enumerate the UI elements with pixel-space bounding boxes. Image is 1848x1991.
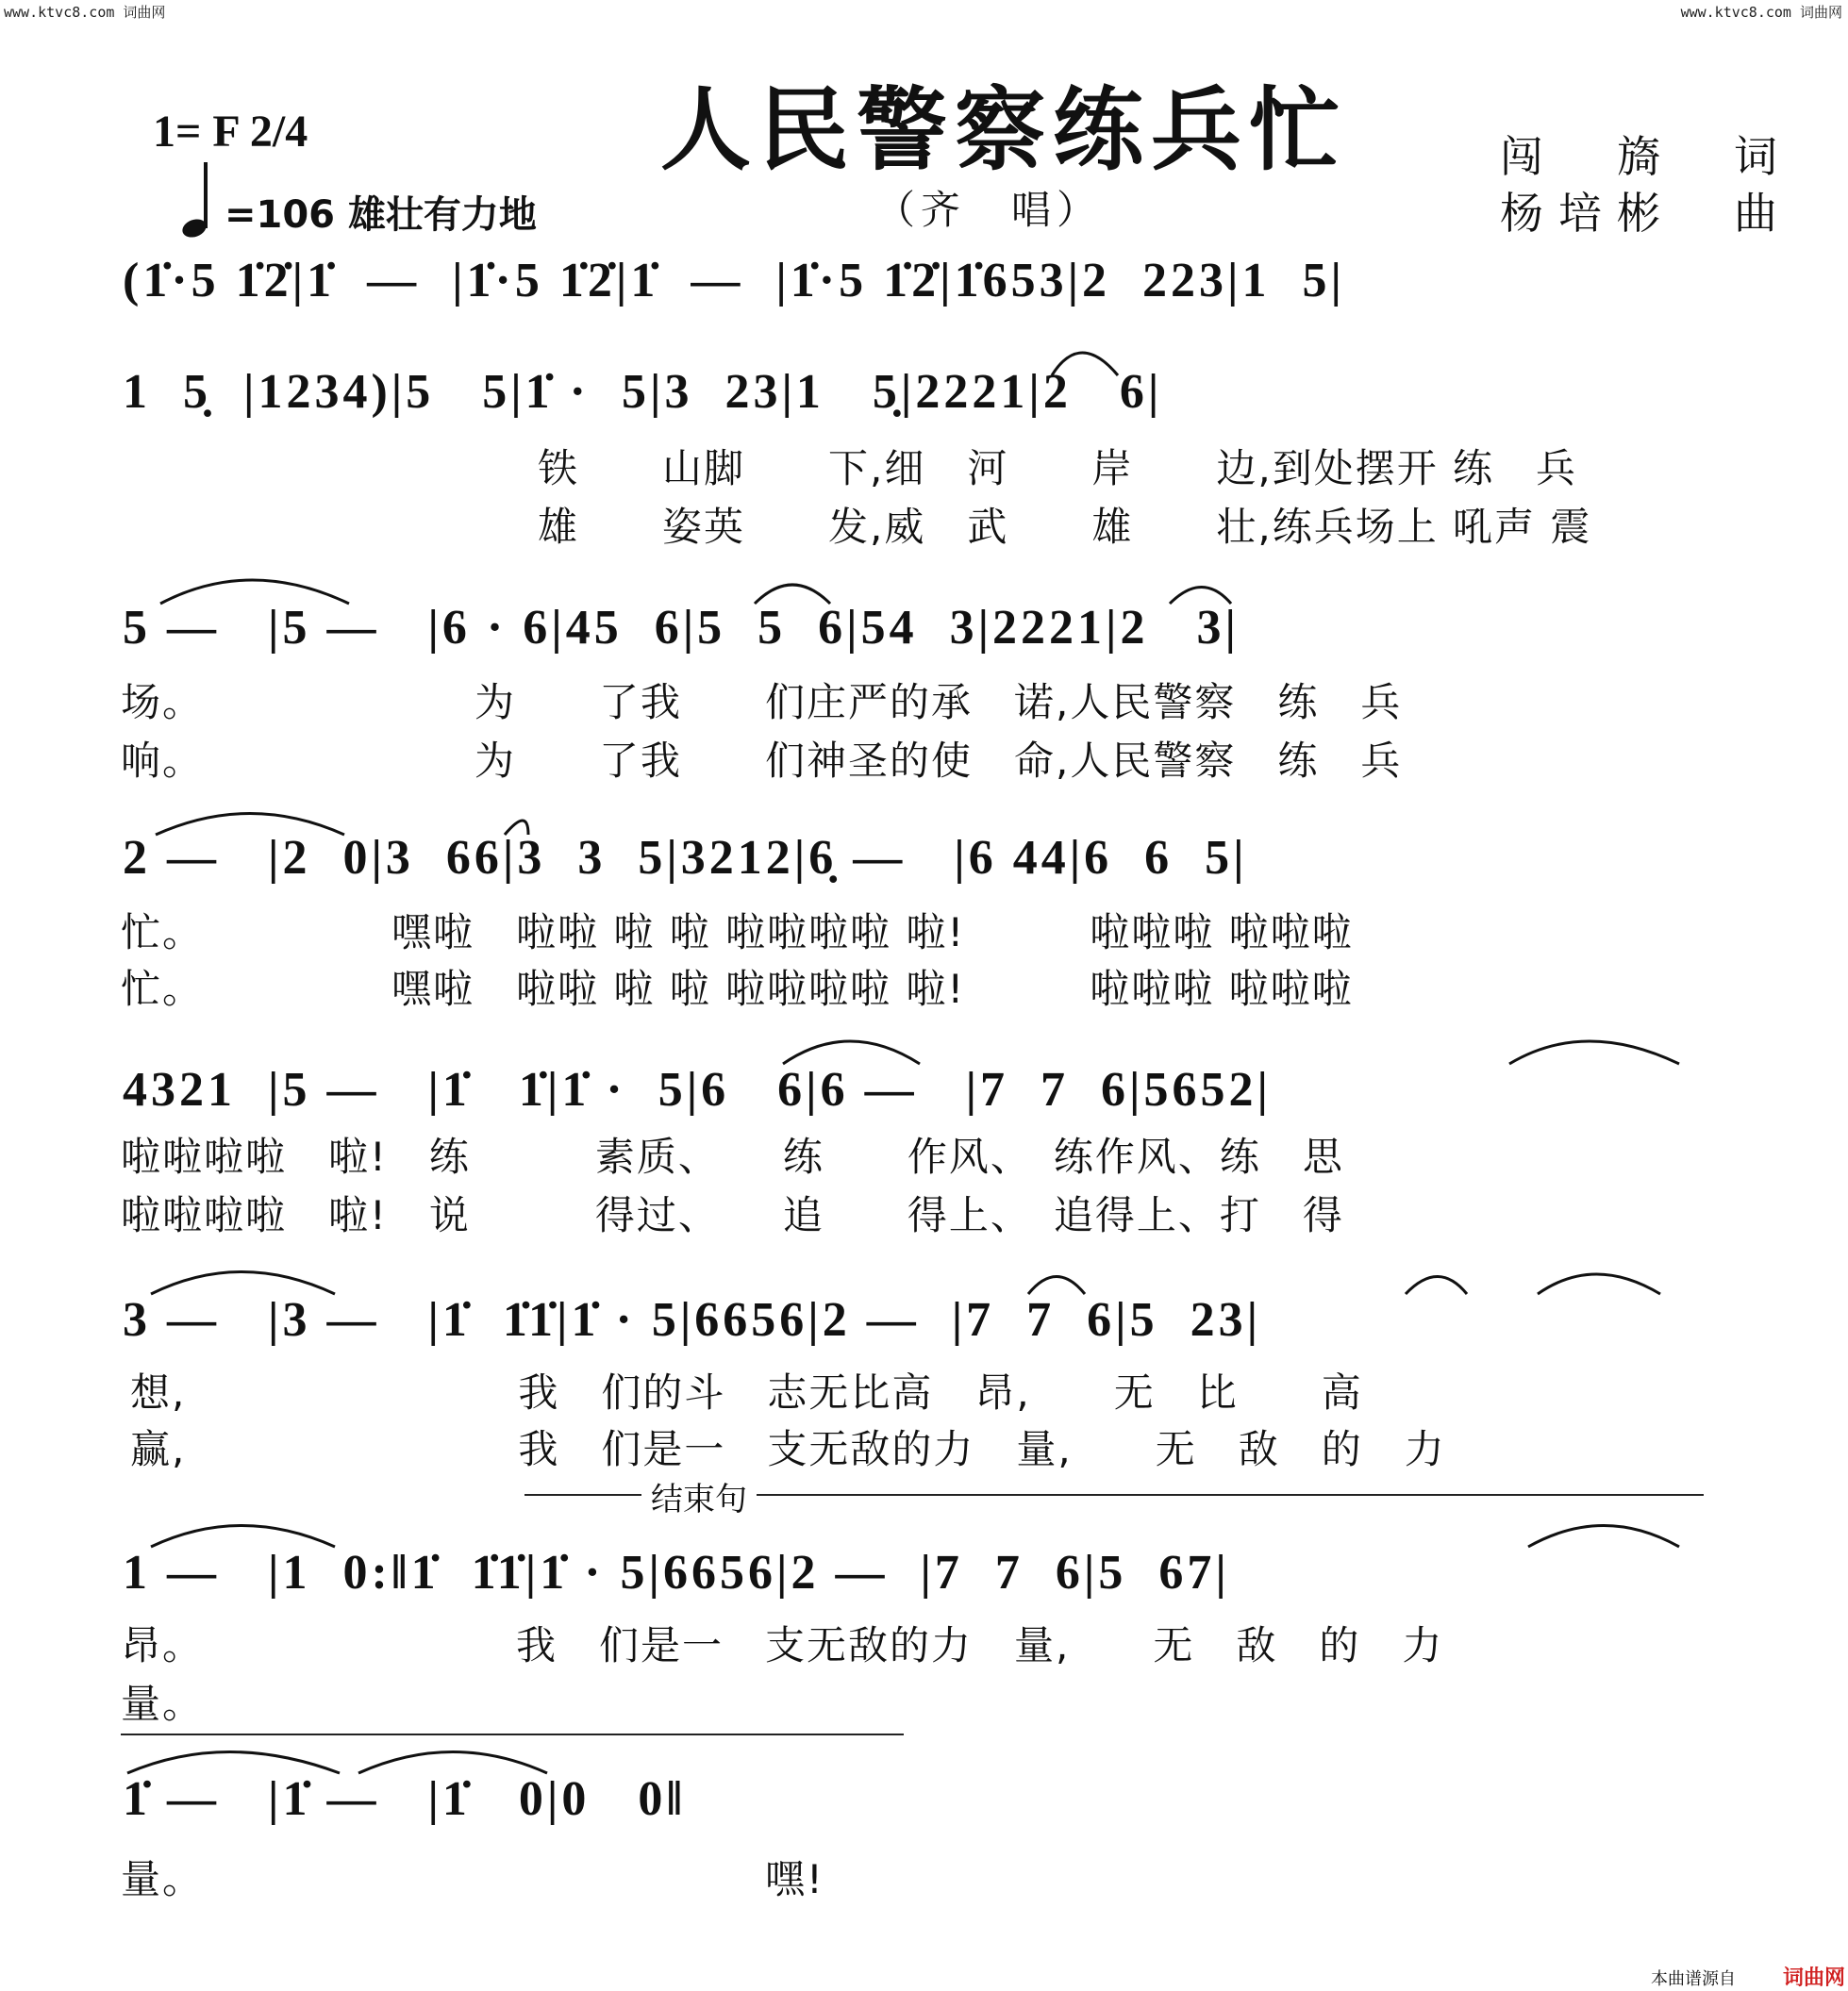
slur-2 (160, 580, 349, 604)
slur-12 (1538, 1274, 1660, 1294)
score-row-8-notes: 1̇ — |1̇ — |1̇ 0|0 0‖ (123, 1772, 687, 1826)
slur-1 (1052, 353, 1118, 375)
score-row-3-lyric-2: 响。 为 了我 们神圣的使 命,人民警察 练 兵 (121, 738, 1403, 784)
score-row-4-lyric-2: 忙。 嘿啦 啦啦 啦 啦 啦啦啦啦 啦! 啦啦啦 啦啦啦 (121, 966, 1354, 1012)
slur-14 (1528, 1526, 1679, 1548)
slur-15 (127, 1752, 340, 1774)
score-row-6-lyric-1: 想, 我 们的斗 志无比高 昂, 无 比 高 (130, 1369, 1363, 1416)
score-row-6-lyric-2: 赢, 我 们是一 支无敌的力 量, 无 敌 的 力 (130, 1426, 1446, 1472)
lyricist-credit: 闯 旖 词 (1500, 131, 1792, 182)
site-label-right: www.ktvc8.com 词曲网 (1680, 4, 1842, 21)
slur-9 (151, 1272, 335, 1295)
score-row-1-notes: (1̇·5 1̇2̇|1̇ — |1̇·5 1̇2̇|1̇ — |1̇·5 1̇2̇|1̇653|2 223|1 5| (123, 254, 1345, 307)
composer-credit: 杨培彬 曲 (1500, 188, 1792, 239)
ending-label: 结束句 (641, 1473, 757, 1519)
footer-logo: 词曲网 (1783, 1966, 1846, 1990)
score-row-6-notes: 3 — |3 — |1̇ 1̇1̇|1̇ · 5|6656|2 — |7 7 6|5 23| (123, 1293, 1262, 1347)
slur-5 (156, 814, 344, 836)
slur-16 (358, 1752, 547, 1774)
score-row-5-lyric-2: 啦啦啦啦 啦! 说 得过、 追 得上、 追得上、打 得 (121, 1192, 1344, 1238)
score-row-8-lyric-1: 量。 嘿! (121, 1856, 824, 1902)
slur-13 (151, 1526, 335, 1548)
score-row-4-lyric-1: 忙。 嘿啦 啦啦 啦 啦 啦啦啦啦 啦! 啦啦啦 啦啦啦 (121, 909, 1354, 955)
score-row-3-lyric-1: 场。 为 了我 们庄严的承 诺,人民警察 练 兵 (121, 679, 1403, 725)
song-subtitle: （齐 唱） (875, 187, 1103, 233)
score-row-5-notes: 4321 |5 — |1̇ 1̇|1̇ · 5|6 6|6 — |7 7 6|5652| (123, 1063, 1272, 1117)
score-row-7-notes: 1 — |1 0:‖1̇ 1̇1̇|1̇ · 5|6656|2 — |7 7 6|5 67| (123, 1546, 1230, 1600)
score-row-7-lyric-1: 昂。 我 们是一 支无敌的力 量, 无 敌 的 力 (121, 1622, 1444, 1668)
site-label-left: www.ktvc8.com 词曲网 (4, 4, 166, 21)
slur-7 (783, 1041, 920, 1064)
slur-11 (1406, 1277, 1467, 1295)
slur-6 (505, 821, 528, 835)
score-row-4-notes: 2 — |2 0|3 66|3 3 5|3212|6̣ — |6 44|6 6 5| (123, 831, 1248, 885)
song-title: 人民警察练兵忙 (660, 77, 1347, 183)
score-row-2-notes: 1 5̣ |1234)|5 5|1̇ · 5|3 23|1 5̣|2221|2 6| (123, 365, 1163, 419)
slur-10 (1028, 1277, 1085, 1295)
score-row-2-lyric-2: 雄 姿英 发,威 武 雄 壮,练兵场上 吼声 震 (538, 504, 1592, 550)
score-row-2-lyric-1: 铁 山脚 下,细 河 岸 边,到处摆开 练 兵 (538, 445, 1578, 491)
footer-source-text: 本曲谱源自 (1651, 1969, 1736, 1989)
slur-3 (755, 585, 830, 604)
score-row-5-lyric-1: 啦啦啦啦 啦! 练 素质、 练 作风、 练作风、练 思 (121, 1134, 1344, 1180)
score-row-7-lyric-2: 量。 (121, 1681, 205, 1727)
slur-8 (1509, 1041, 1679, 1064)
score-row-3-notes: 5 — |5 — |6 · 6|45 6|5 5 6|54 3|2221|2 3| (123, 601, 1240, 655)
tempo-marking: =106 雄壮有力地 (225, 193, 537, 237)
slur-4 (1170, 588, 1231, 605)
key-signature: 1= F 2/4 (153, 107, 308, 157)
